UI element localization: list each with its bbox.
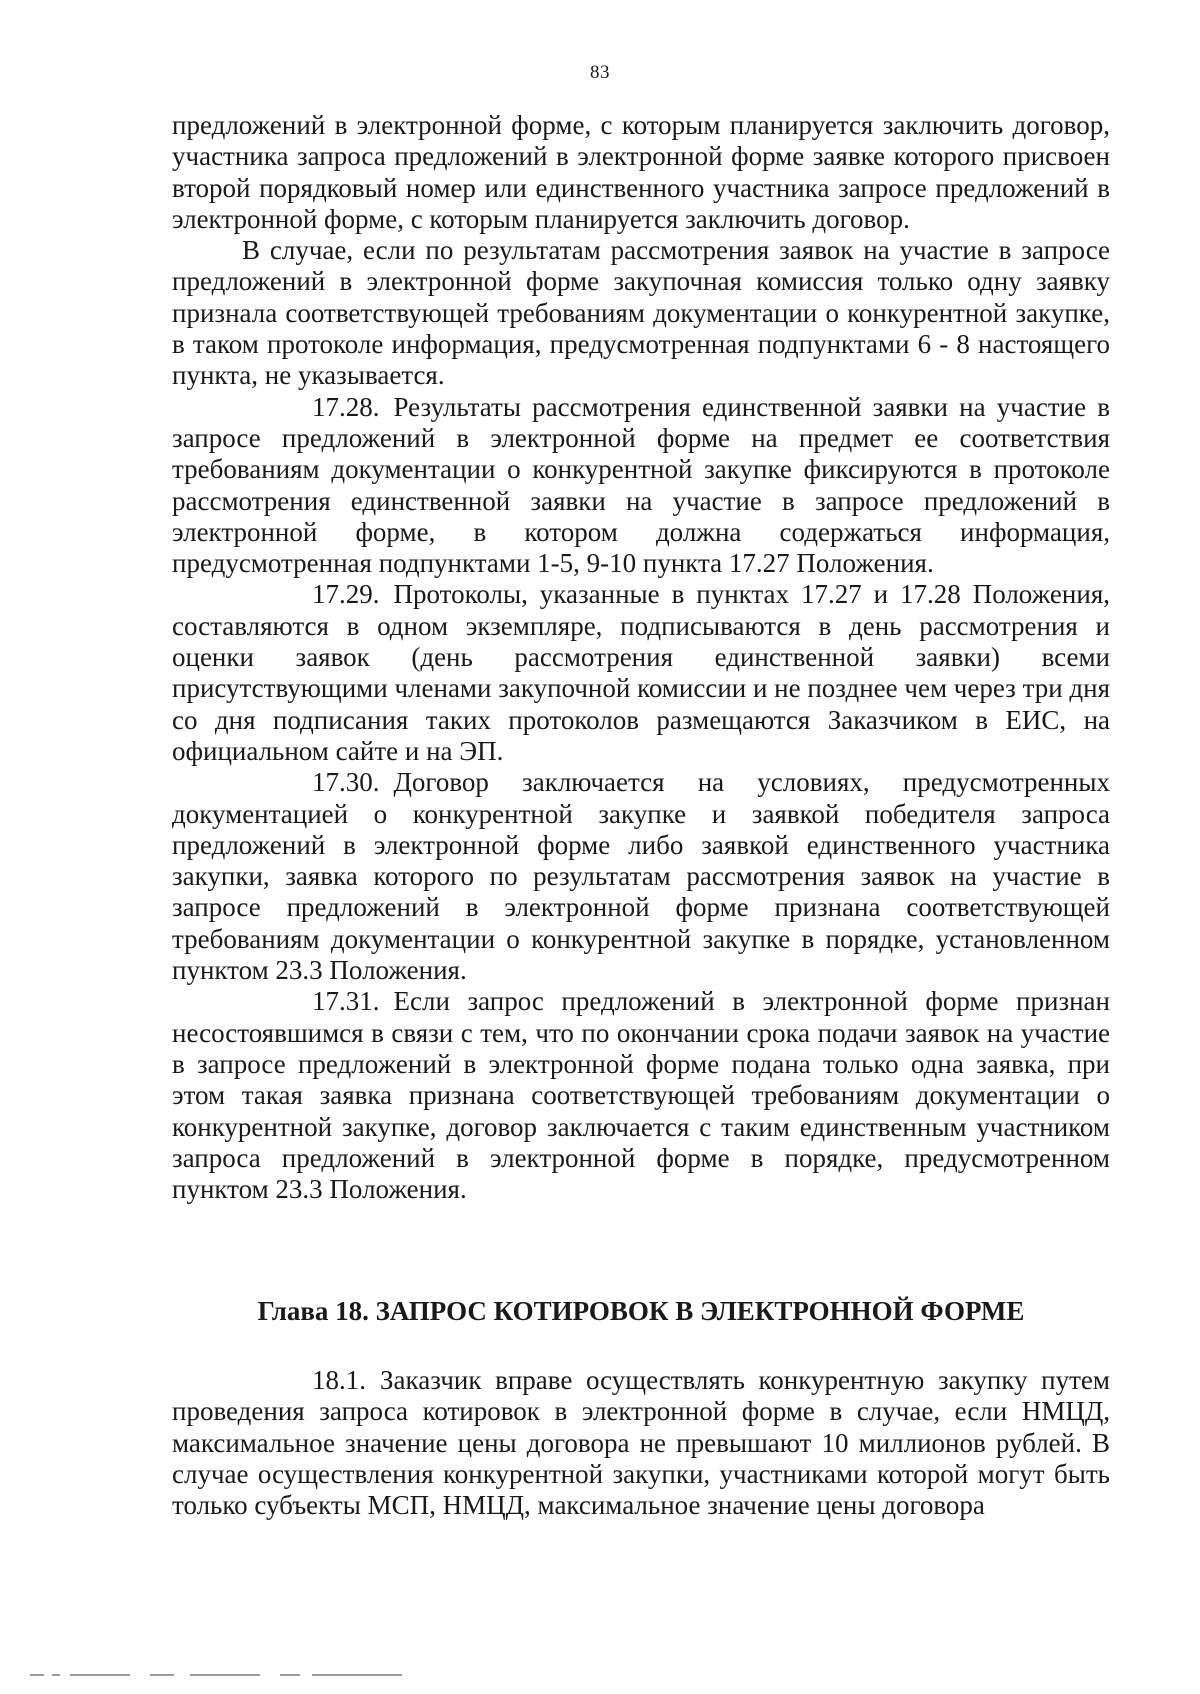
paragraph-17-29 [172,579,1110,767]
paragraph-text: В случае, если по результатам рассмотрения заявок на участие в запросе предложений в электронной форме закупочная комиссия только одну заявку признала соответствующей требованиям документации о конкурентной закупке, в таком протоколе информация, предусмотренная подпунктами 6 - 8 настоящего пункта, не указывается. [172,235,1110,391]
paragraph-17-31 [172,986,1110,1205]
paragraph-continuation [172,110,1110,235]
clause-number: 17.28. [312,391,380,422]
clause-number: 17.29. [312,579,380,610]
paragraph-17-28 [172,392,1110,580]
chapter-heading: Глава 18. ЗАПРОС КОТИРОВОК В ЭЛЕКТРОННОЙ ФОРМЕ [257,1296,1025,1326]
paragraph-text: Заказчик вправе осуществлять конкурентную закупку путем проведения запроса котировок в электронной форме в случае, если НМЦД, максимальное значение цены договора не превышают 10 миллионов рублей. В случае осуществления конкурентной закупки, участниками которой могут быть только субъекты МСП, НМЦД, максимальное значение цены договора [172,1365,1110,1521]
page-number: 83 [590,62,610,83]
paragraph-text: Протоколы, указанные в пунктах 17.27 и 17.28 Положения, составляются в одном экземпляре, подписываются в день рассмотрения и оценки заявок (день рассмотрения единственной заявки) всеми присутствующими членами закупочной комиссии и не позднее чем через три дня со дня подписания таких протоколов размещаются Заказчиком в ЕИС, на официальном сайте и на ЭП. [172,579,1110,766]
paragraph-text: Договор заключается на условиях, предусмотренных документацией о конкурентной закупке и заявкой победителя запроса предложений в электронной форме либо заявкой единственного участника закупки, заявка которого по результатам рассмотрения заявок на участие в запросе предложений в электронной форме признана соответствующей требованиям документации о конкурентной закупке в порядке, установленном пунктом 23.3 Положения. [172,767,1110,986]
paragraph-text: Если запрос предложений в электронной форме признан несостоявшимся в связи с тем, что по окончании срока подачи заявок на участие в запросе предложений в электронной форме подана только одна заявка, при этом такая заявка признана соответствующей требованиям документации о конкурентной закупке, договор заключается с таким единственным участником запроса предложений в электронной форме в порядке, предусмотренном пунктом 23.3 Положения. [172,986,1110,1205]
paragraph-17-30 [172,767,1110,986]
paragraph-text: Результаты рассмотрения единственной заявки на участие в запросе предложений в электронной форме на предмет ее соответствия требованиям документации о конкурентной закупке фиксируются в протоколе рассмотрения единственной заявки на участие в запросе предложений в электронной форме, в котором должна содержаться информация, предусмотренная подпунктами 1-5, 9-10 пункта 17.27 Положения. [172,391,1110,579]
paragraph-single-bid-case [172,235,1110,391]
body-text-bottom [172,1365,1110,1521]
scan-artifact-line [0,1674,430,1678]
paragraph-18-1 [172,1365,1110,1521]
clause-number: 18.1. [312,1365,366,1395]
clause-number: 17.31. [312,986,380,1017]
clause-number: 17.30. [312,767,380,798]
paragraph-text: предложений в электронной форме, с которым планируется заключить договор, участника запроса предложений в электронной форме заявке которого присвоен второй порядковый номер или единственного участника запросе предложений в электронной форме, с которым планируется заключить договор. [172,110,1110,234]
body-text-top [172,110,1110,1205]
